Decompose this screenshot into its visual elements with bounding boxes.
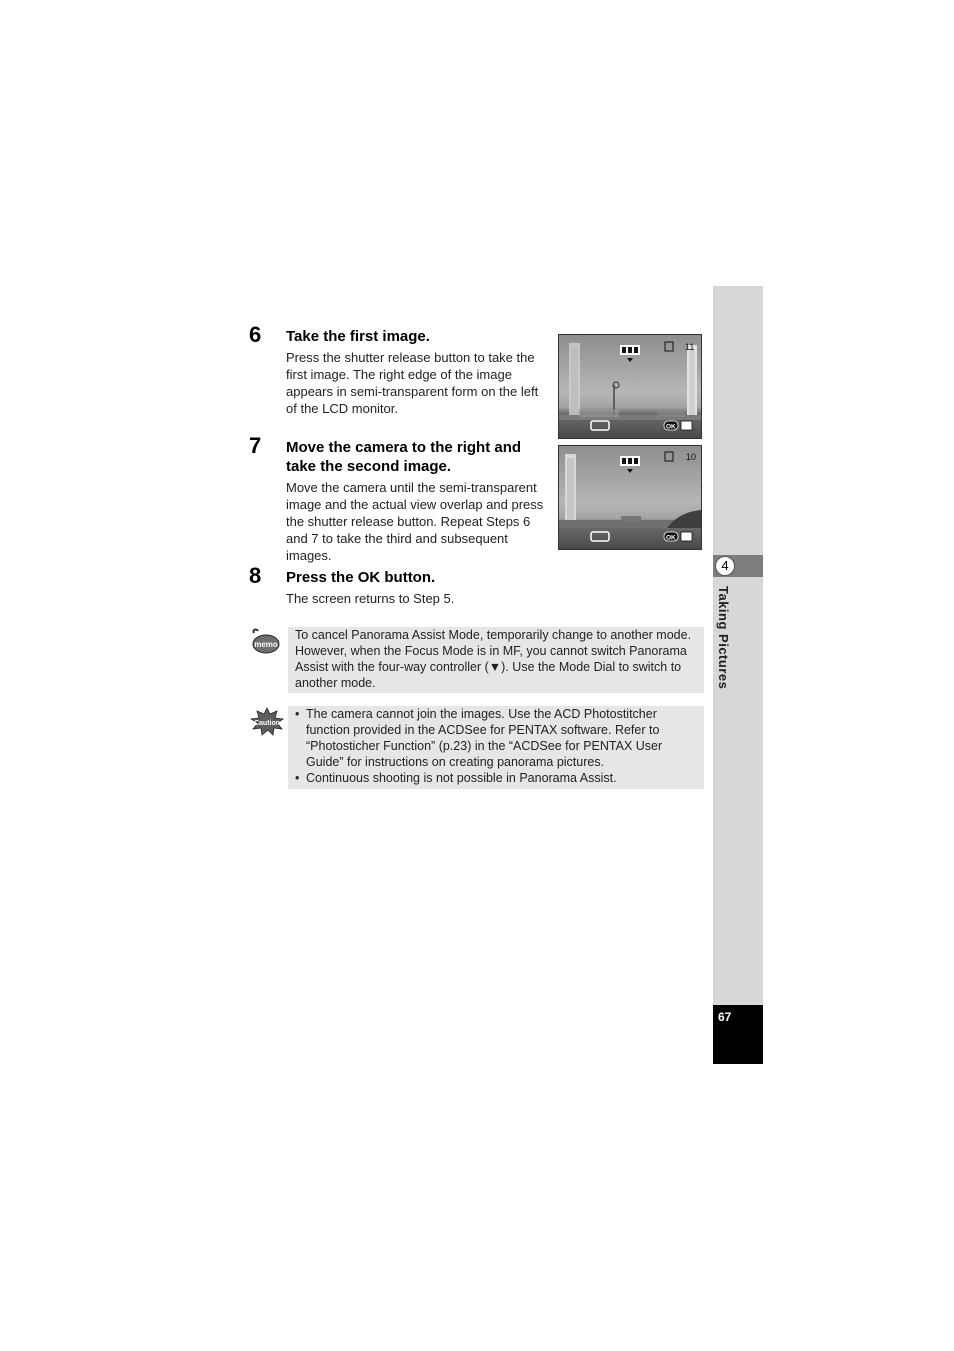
step-8-number: 8 — [249, 563, 262, 588]
chapter-number: 4 — [715, 556, 735, 576]
caution-list — [295, 706, 697, 786]
chapter-title: Taking Pictures — [716, 586, 731, 690]
svg-text:memo: memo — [254, 640, 278, 649]
memory-icon — [665, 342, 673, 351]
step-6-number: 6 — [249, 322, 262, 347]
menu-icon — [681, 421, 692, 430]
caution-item: • The camera cannot join the images. Use the ACD Photostitcher function provided in the ACDSee for PENTAX software. Refer to “Photosticher Function” (p.23) in the “ACDSee for PENTAX User Guide” for instructions on creating panorama pictures. — [295, 706, 697, 770]
step-8-body: The screen returns to Step 5. — [286, 591, 455, 606]
lcd-screen-second-image — [558, 445, 702, 550]
svg-text:Caution: Caution — [253, 720, 281, 727]
step-6-title: Take the first image. — [286, 328, 430, 345]
frame-count: 11 — [685, 342, 695, 352]
step-7-body: Move the camera until the semi-transparent image and the actual view overlap and press the shutter release button. Repeat Steps 6 and 7 to take the third and subsequent images. — [286, 480, 544, 563]
step-7-number: 7 — [249, 433, 262, 458]
lcd-screen-first-image — [558, 334, 702, 439]
page-number: 67 — [718, 1010, 732, 1024]
menu-icon — [681, 532, 692, 541]
memo-text: To cancel Panorama Assist Mode, temporarily change to another mode. However, when the Focus Mode is in MF, you cannot switch Panorama Assist with the four-way controller (▼). Use the Mode Dial to switch to another mode. — [295, 628, 692, 690]
memory-icon — [665, 452, 673, 461]
step-7-title: Move the camera to the right and take the second image. — [286, 439, 522, 475]
memo-icon — [250, 628, 280, 661]
ok-label: OK — [666, 423, 676, 431]
tree-cluster — [667, 510, 701, 528]
caution-item: • Continuous shooting is not possible in Panorama Assist. — [295, 770, 697, 786]
frame-count: 10 — [686, 452, 697, 462]
panorama-icon — [620, 345, 640, 362]
ok-label: OK — [666, 534, 676, 542]
frame-indicator-icon — [591, 421, 609, 430]
caution-icon — [250, 707, 284, 742]
step-6-body: Press the shutter release button to take the first image. The right edge of the image appears in semi-transparent form on the left of the LCD monitor. — [286, 350, 539, 416]
step-8-title: Press the OK button. — [286, 569, 436, 586]
panorama-icon — [620, 456, 640, 473]
frame-indicator-icon — [591, 532, 609, 541]
